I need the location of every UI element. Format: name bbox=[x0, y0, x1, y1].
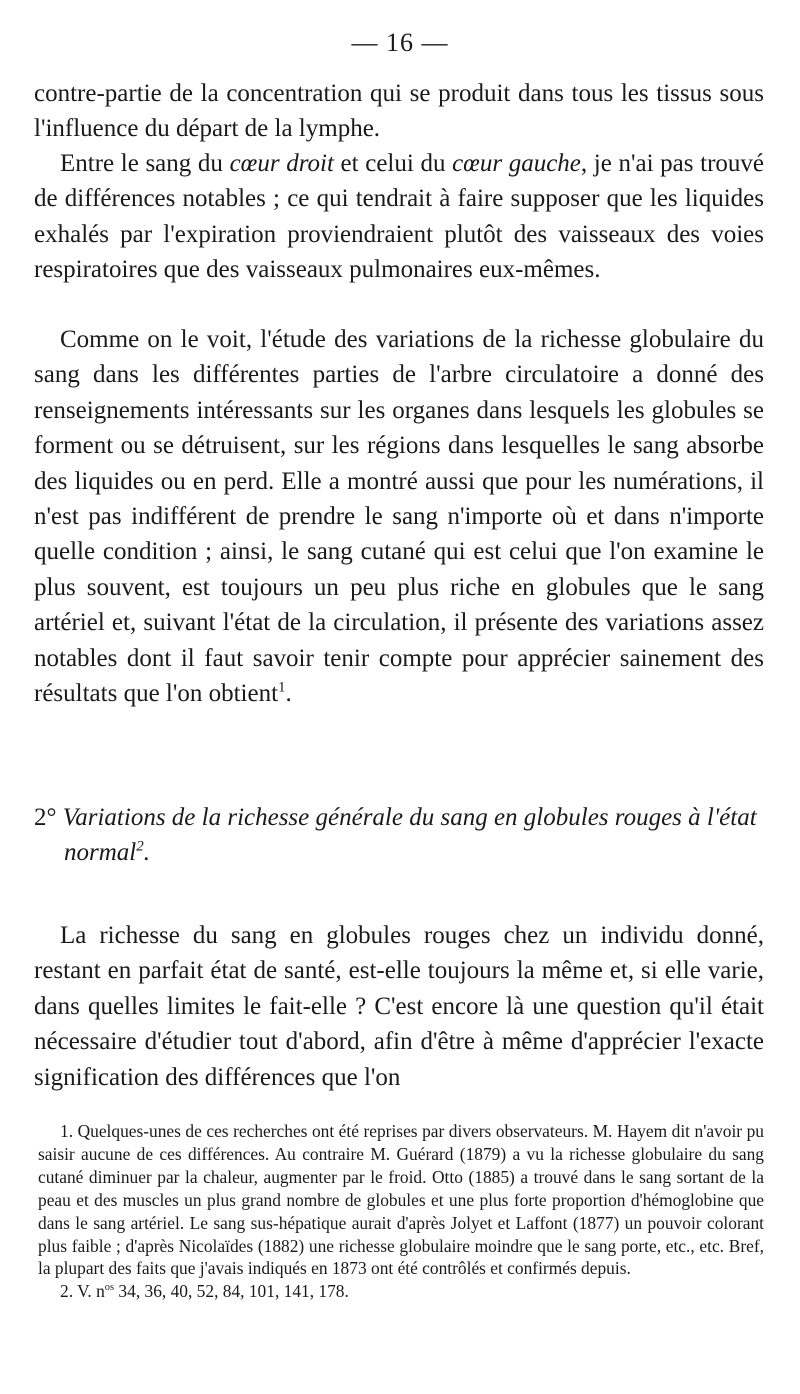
footnote-ref-1: 1 bbox=[278, 679, 286, 696]
paragraph-3-period: . bbox=[285, 680, 292, 708]
footnote-2-end: 34, 36, 40, 52, 84, 101, 141, 178. bbox=[114, 1281, 349, 1302]
section-heading bbox=[34, 800, 794, 870]
footnote-2-sup: os bbox=[104, 1282, 115, 1294]
paragraph-3-body: Comme on le voit, l'étude des variations de la richesse globulaire du sang dans les différentes parties de l'arbre circulatoire a donné des renseignements intéressants sur les organes dans lesquels les globules se forment ou se détruisent, sur les régions dans lesquelles le sang absorbe des liquides ou en perd. Elle a montré aussi que pour les numérations, il n'est pas indifférent de prendre le sang n'importe où et dans n'importe quelle condition ; ainsi, le sang cutané qui est celui que l'on examine le plus souvent, est toujours un peu plus riche en globules que le sang artériel et, suivant l'état de la circulation, il présente des variations assez notables dont il faut savoir tenir compte pour apprécier sainement des résultats que l'on obtient bbox=[34, 326, 764, 708]
paragraph-2-end: , je n'ai pas trouvé de différences notables ; ce qui tendrait à faire supposer que les liquides exhalés par l'expiration proviendraient plutôt des vaisseaux des voies respiratoires que des vaisseaux pulmonaires eux-mêmes. bbox=[34, 150, 764, 284]
footnote-2 bbox=[38, 1280, 764, 1303]
paragraph-1-text: contre-partie de la concentration qui se produit dans tous les tissus sous l'influence du départ de la lymphe. bbox=[34, 80, 764, 143]
page-number: — 16 — bbox=[351, 28, 449, 57]
paragraph-4 bbox=[34, 918, 764, 1095]
paragraph-2-start: Entre le sang du bbox=[60, 150, 230, 177]
footnote-2-start: 2. V. n bbox=[60, 1281, 105, 1302]
term-coeur-droit: cœur droit bbox=[229, 150, 334, 177]
footnote-1: 1. Quelques-unes de ces recherches ont été reprises par divers observateurs. M. Hayem dit n'avoir pu saisir aucune de ces différences. Au contraire M. Guérard (1879) a vu la richesse globulaire du sang cutané diminuer par la chaleur, augmenter par le froid. Otto (1885) a trouvé dans le sang sortant de la peau et des muscles un plus grand nombre de globules et une plus forte proportion d'hémoglobine que dans le sang artériel. Le sang sus-hépatique aurait d'après Jolyet et Laffont (1877) un pouvoir colorant plus faible ; d'après Nicolaïdes (1882) une richesse globulaire moindre que le sang porte, etc., etc. Bref, la plupart des faits que j'avais indiqués en 1873 ont été contrôlés et confirmés depuis. bbox=[38, 1121, 764, 1279]
section-title-period: . bbox=[143, 839, 150, 866]
paragraph-1 bbox=[34, 76, 764, 147]
term-coeur-gauche: cœur gauche bbox=[452, 150, 581, 177]
paragraph-3-text bbox=[34, 322, 764, 711]
paragraph-2-mid: et celui du bbox=[333, 150, 453, 177]
footnote-ref-2: 2 bbox=[136, 838, 144, 855]
paragraph-2-text bbox=[34, 146, 764, 288]
paragraph-4-text: La richesse du sang en globules rouges chez un individu donné, restant en parfait état de santé, est-elle toujours la même et, si elle varie, dans quelles limites le fait-elle ? C'est encore là une question qu'il était nécessaire d'étudier tout d'abord, afin d'être à même d'apprécier l'exacte signification des différences que l'on bbox=[34, 922, 764, 1091]
paragraph-3 bbox=[34, 322, 764, 711]
footnotes bbox=[38, 1120, 764, 1303]
paragraph-2 bbox=[34, 146, 764, 288]
section-title: Variations de la richesse générale du sang en globules rouges à l'état normal bbox=[62, 804, 757, 866]
section-number: 2° bbox=[34, 804, 57, 831]
